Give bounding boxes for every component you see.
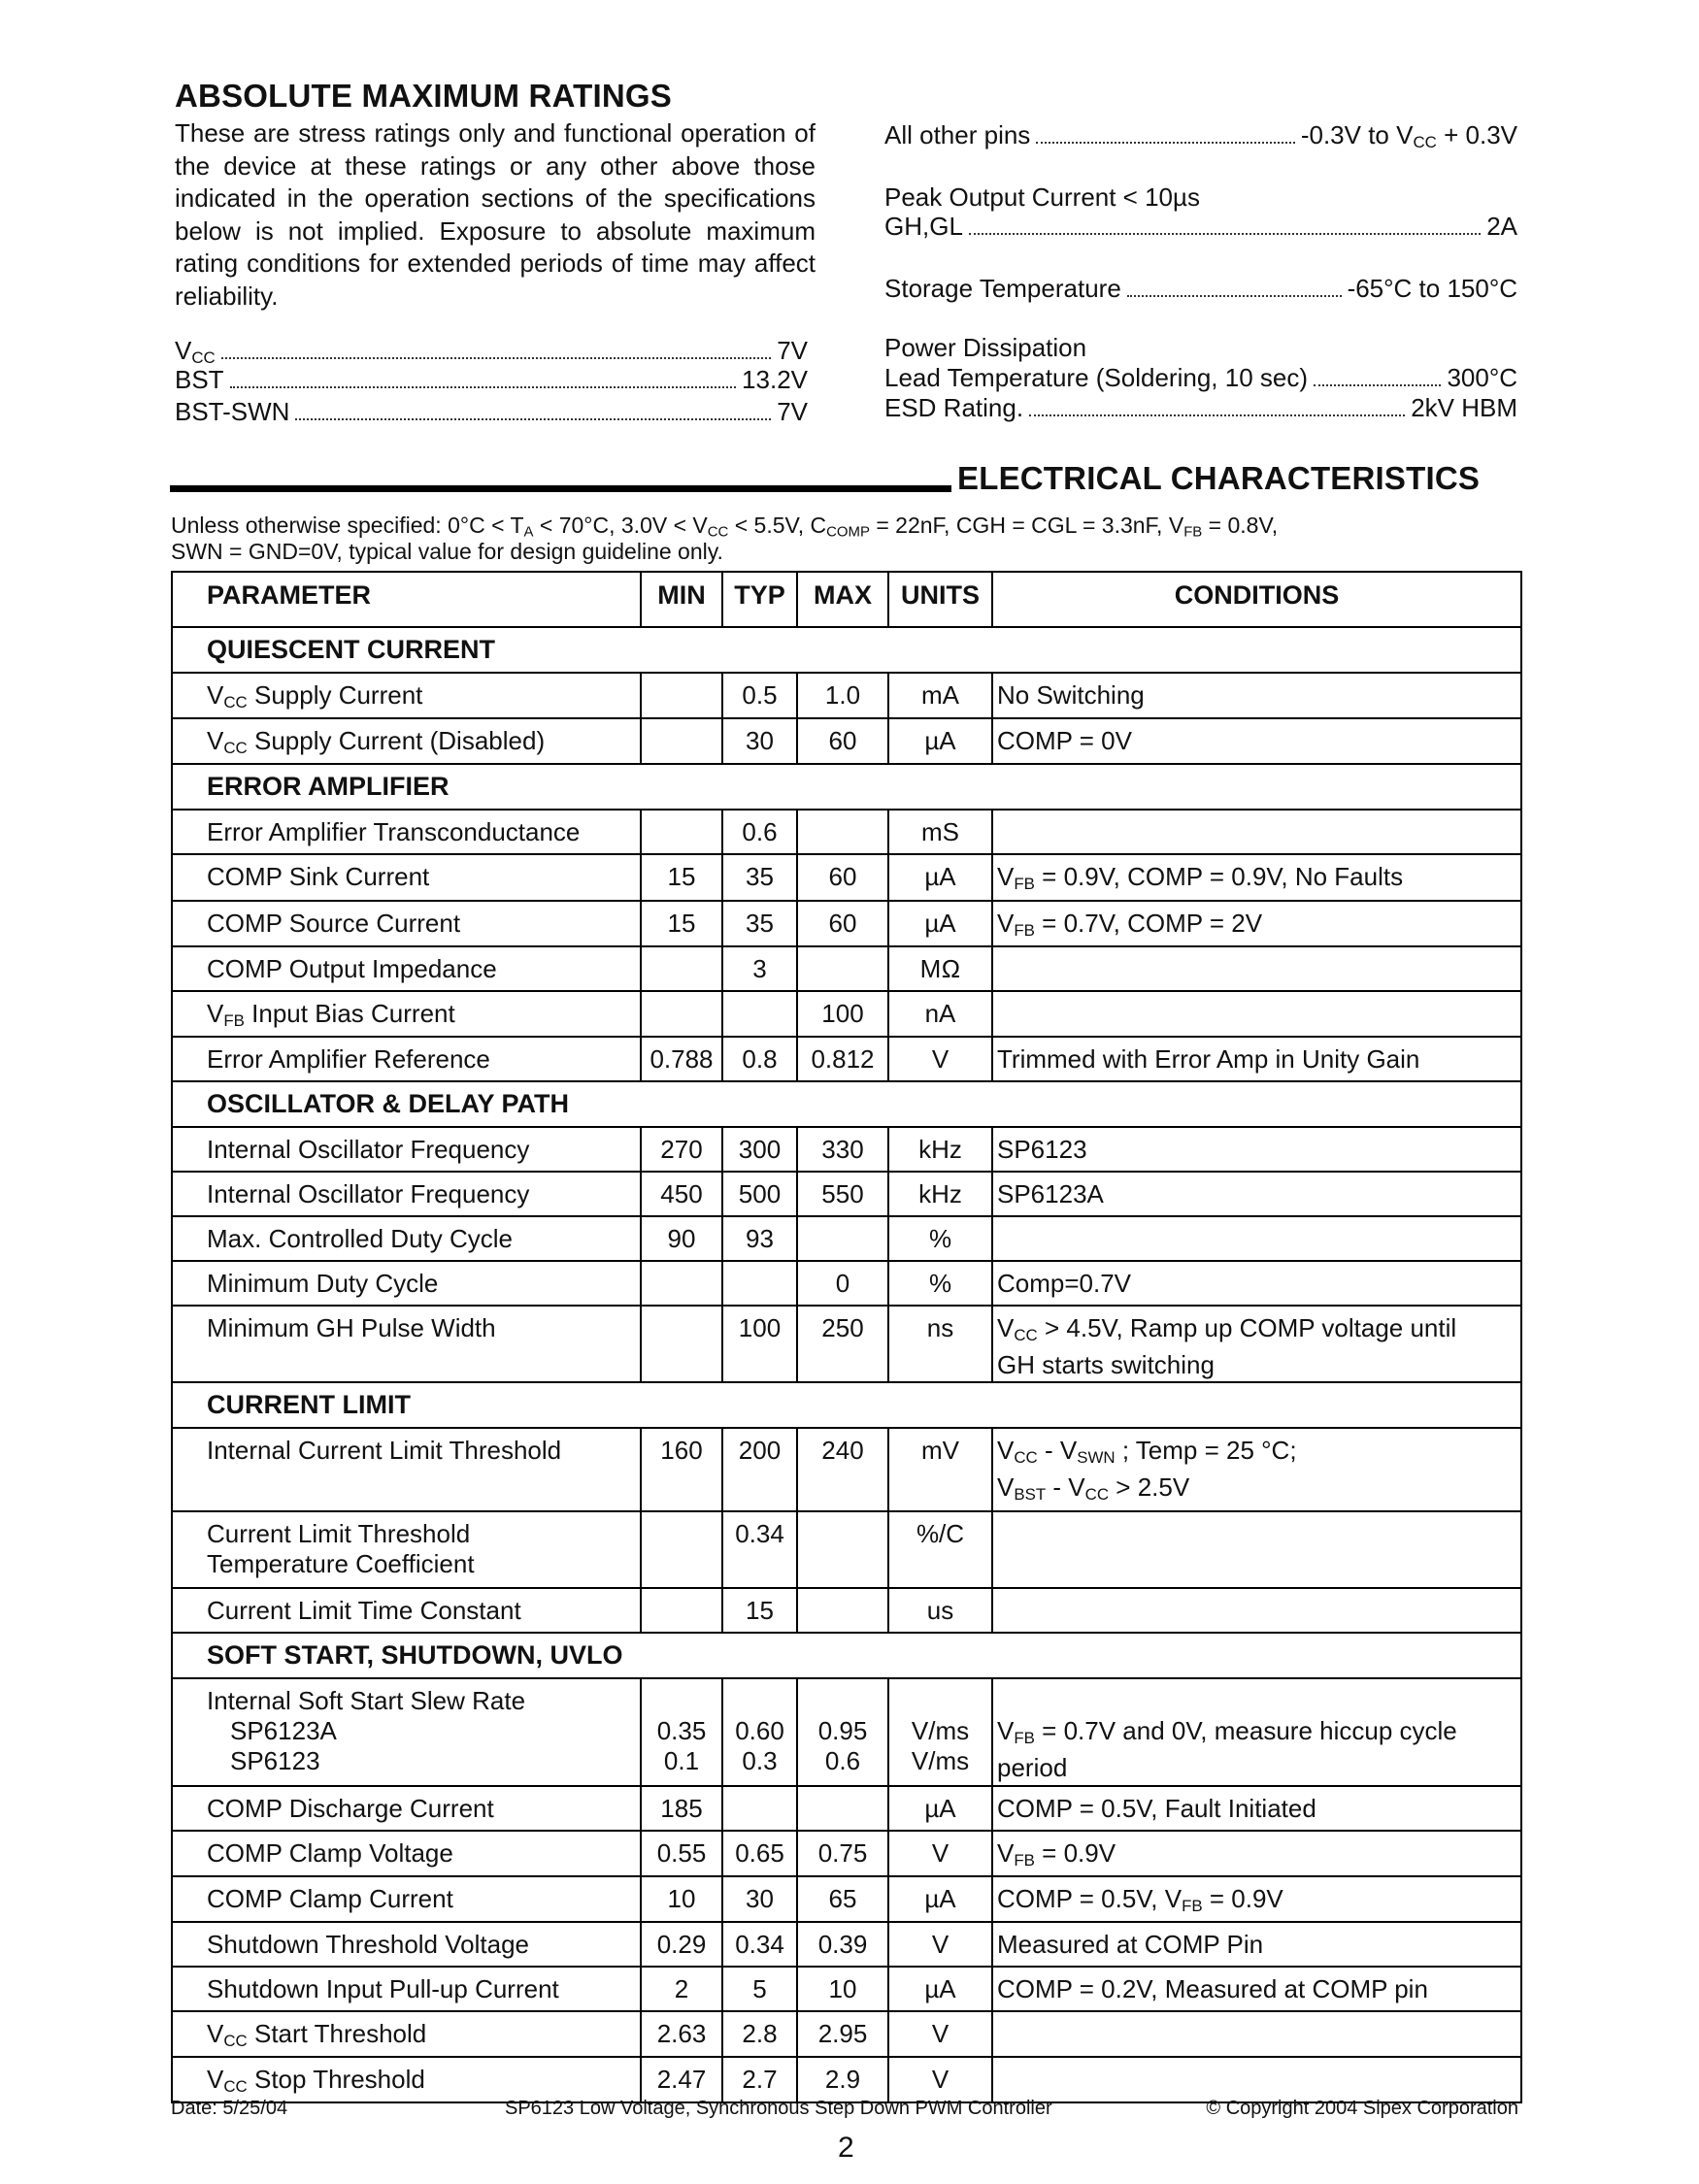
amr-other-pins: All other pins -0.3V to $V_{CC} + 0.3V$ xyxy=(884,120,1517,152)
table-header xyxy=(172,572,1521,627)
table-row: COMP Clamp Voltage 0.55 0.65 0.75 V $V_{FB} = 0.9V$ xyxy=(172,1831,1521,1876)
header-units: UNITS xyxy=(888,572,992,627)
table-row: COMP Source Current 15 35 60 µA $V_{FB} = 0.7V$, COMP = 2V xyxy=(172,901,1521,946)
page-number: 2 xyxy=(838,2132,854,2164)
section-header: ERROR AMPLIFIER xyxy=(172,764,1521,810)
table-row: $V_{CC}$ Supply Current 0.5 1.0 mA No Switching xyxy=(172,673,1521,718)
table-row: Current Limit Time Constant 15 us xyxy=(172,1588,1521,1633)
table-row: Internal Oscillator Frequency 270 300 330 kHz SP6123 xyxy=(172,1127,1521,1172)
header-max: MAX xyxy=(797,572,888,627)
footer-title: SP6123 Low Voltage, Synchronous Step Down PWM Controller xyxy=(505,2098,1052,2119)
table-row: Error Amplifier Reference 0.788 0.8 0.812 V Trimmed with Error Amp in Unity Gain xyxy=(172,1037,1521,1081)
table-row: Minimum Duty Cycle 0 % Comp=0.7V xyxy=(172,1261,1521,1306)
section-header: CURRENT LIMIT xyxy=(172,1382,1521,1428)
amr-power: Power Dissipation xyxy=(884,333,1087,362)
amr-ghgl: GH,GL 2A xyxy=(884,212,1517,241)
table-row: Minimum GH Pulse Width 100 250 ns $V_{CC} > 4.5V$, Ramp up COMP voltage until GH starts switching xyxy=(172,1306,1521,1382)
amr-intro: These are stress ratings only and functional operation of the device at these ratings or any other above those indicated in the operation sections of the specifications below is not implied. Exposure to absolute maximum rating conditions for extended periods of time may affect reliability. xyxy=(175,118,816,311)
amr-storage: Storage Temperature -65°C to 150°C xyxy=(884,274,1517,303)
table-row: Internal Oscillator Frequency 450 500 550 kHz SP6123A xyxy=(172,1172,1521,1216)
ec-title: ELECTRICAL CHARACTERISTICS xyxy=(957,460,1481,496)
table-row: COMP Sink Current 15 35 60 µA $V_{FB} = 0.9V$, COMP = 0.9V, No Faults xyxy=(172,854,1521,900)
header-min: MIN xyxy=(641,572,722,627)
header-conditions: CONDITIONS xyxy=(992,572,1521,627)
amr-lead-temp: Lead Temperature (Soldering, 10 sec) 300°C xyxy=(884,363,1517,392)
section-header: SOFT START, SHUTDOWN, UVLO xyxy=(172,1633,1521,1678)
table-row: $V_{FB}$ Input Bias Current 100 nA xyxy=(172,991,1521,1037)
section-header: QUIESCENT CURRENT xyxy=(172,627,1521,673)
table-row: Shutdown Threshold Voltage 0.29 0.34 0.39 V Measured at COMP Pin xyxy=(172,1922,1521,1967)
section-rule xyxy=(170,485,951,492)
ec-note-1: Unless otherwise specified: $0^\circ C < T_A < 70^\circ C$, $3.0V < V_{CC} < 5.5V$, $C_{COMP} = 22nF$, CGH = CGL = 3.3nF, $V_{FB} = 0.8V$, xyxy=(171,513,1279,541)
table-row: Current Limit Threshold Temperature Coefficient 0.34 %/C xyxy=(172,1511,1521,1588)
amr-bst-swn: BST-SWN 7V xyxy=(175,397,808,426)
footer-date: Date: 5/25/04 xyxy=(171,2098,288,2119)
footer-copyright: © Copyright 2004 Sipex Corporation xyxy=(1206,2098,1518,2119)
table-row: $V_{CC}$ Start Threshold 2.63 2.8 2.95 V xyxy=(172,2011,1521,2057)
table-row: COMP Clamp Current 10 30 65 µA COMP = 0.5V, $V_{FB} = 0.9V$ xyxy=(172,1876,1521,1922)
table-row: COMP Discharge Current 185 µA COMP = 0.5V, Fault Initiated xyxy=(172,1786,1521,1831)
table-row: Internal Soft Start Slew Rate SP6123A SP6123 0.35 0.1 0.60 0.3 0.95 0.6 V/ms V/ms $V_{FB} = 0.7V$ and 0V, measure hiccup cycle period xyxy=(172,1678,1521,1786)
table-row: $V_{CC}$ Supply Current (Disabled) 30 60 µA COMP = 0V xyxy=(172,718,1521,764)
ec-table xyxy=(171,571,1522,2103)
amr-title: ABSOLUTE MAXIMUM RATINGS xyxy=(175,78,672,114)
table-row: Shutdown Input Pull-up Current 2 5 10 µA COMP = 0.2V, Measured at COMP pin xyxy=(172,1967,1521,2011)
table-row: Error Amplifier Transconductance 0.6 mS xyxy=(172,810,1521,854)
amr-bst: BST 13.2V xyxy=(175,365,808,394)
header-parameter: PARAMETER xyxy=(172,572,641,627)
amr-esd: ESD Rating. 2kV HBM xyxy=(884,393,1517,422)
table-row: COMP Output Impedance 3 MΩ xyxy=(172,946,1521,991)
table-row: $V_{CC}$ Stop Threshold 2.47 2.7 2.9 V xyxy=(172,2057,1521,2102)
table-row: Max. Controlled Duty Cycle 90 93 % xyxy=(172,1216,1521,1261)
ec-note-2: SWN = GND=0V, typical value for design guideline only. xyxy=(171,539,723,564)
header-typ: TYP xyxy=(722,572,797,627)
table-row: Internal Current Limit Threshold 160 200 240 mV $V_{CC} - V_{SWN}$ ; Temp = 25 °C; $V_{BST} - V_{CC} > 2.5V$ xyxy=(172,1428,1521,1510)
amr-vcc: $V_{CC}$ 7V xyxy=(175,336,808,368)
section-header: OSCILLATOR & DELAY PATH xyxy=(172,1081,1521,1127)
amr-peak-output: Peak Output Current < 10µs xyxy=(884,182,1200,212)
